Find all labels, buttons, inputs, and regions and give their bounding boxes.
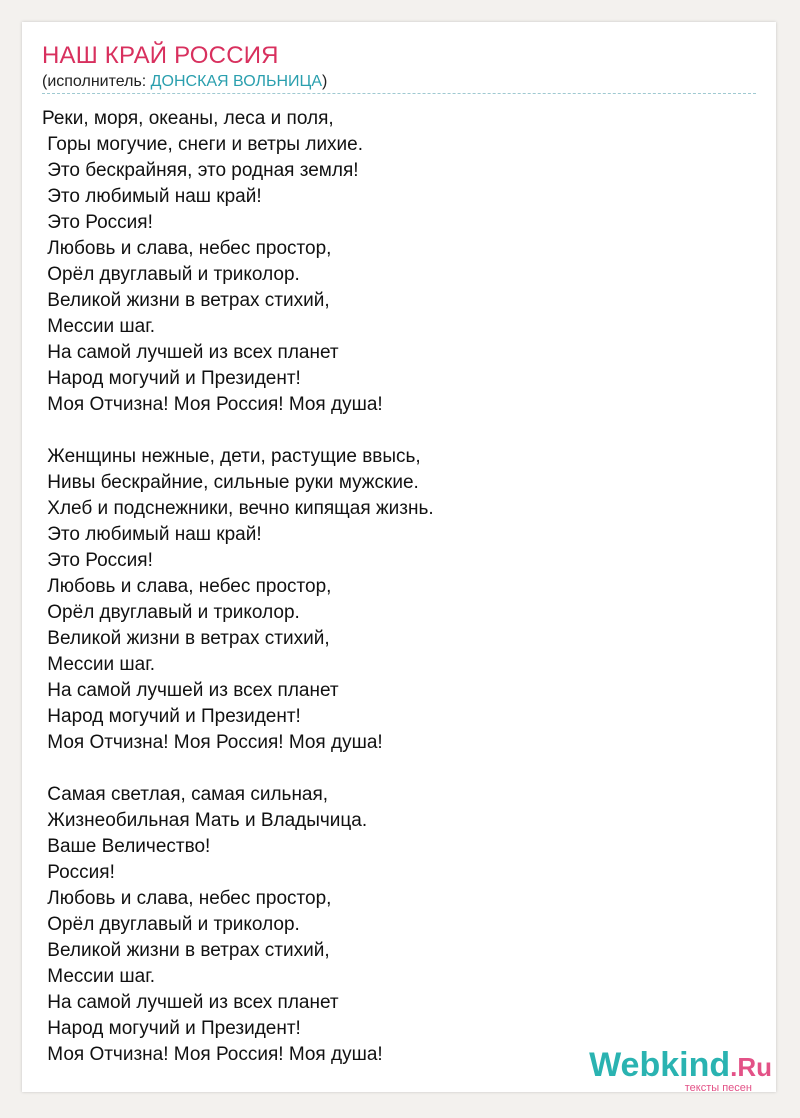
lyric-line: Великой жизни в ветрах стихий, <box>42 628 330 649</box>
lyric-line: Моя Отчизна! Моя Россия! Моя душа! <box>42 732 383 753</box>
lyrics-body <box>42 106 742 1068</box>
logo-brand-main: Webkind <box>589 1046 731 1084</box>
lyric-line: Горы могучие, снеги и ветры лихие. <box>42 134 364 155</box>
lyric-line: Это Россия! <box>42 212 153 233</box>
lyric-line: Это Россия! <box>42 550 153 571</box>
lyric-line: Мессии шаг. <box>42 966 156 987</box>
lyric-line: Народ могучий и Президент! <box>42 368 301 389</box>
lyric-line: Орёл двуглавый и триколор. <box>42 914 300 935</box>
performer-prefix: (исполнитель: <box>42 73 151 90</box>
stanza-break <box>42 418 742 444</box>
lyric-line: Жизнеобильная Мать и Владычица. <box>42 810 368 831</box>
lyric-line: На самой лучшей из всех планет <box>42 342 339 363</box>
lyric-line: Нивы бескрайние, сильные руки мужские. <box>42 472 419 493</box>
lyric-line: Это любимый наш край! <box>42 186 262 207</box>
song-title: НАШ КРАЙ РОССИЯ <box>42 42 279 69</box>
lyric-line: Великой жизни в ветрах стихий, <box>42 940 330 961</box>
lyric-line: Народ могучий и Президент! <box>42 706 301 727</box>
lyrics-sheet <box>22 22 776 1092</box>
lyric-line: Любовь и слава, небес простор, <box>42 238 332 259</box>
lyric-line: Орёл двуглавый и триколор. <box>42 264 300 285</box>
lyric-line: Женщины нежные, дети, растущие ввысь, <box>42 446 421 467</box>
performer-line <box>42 73 327 91</box>
lyric-line: Орёл двуглавый и триколор. <box>42 602 300 623</box>
header-divider <box>42 93 756 94</box>
lyric-line: Мессии шаг. <box>42 654 156 675</box>
logo-brand <box>589 1046 772 1085</box>
webkind-logo[interactable] <box>582 1046 772 1094</box>
logo-tagline: тексты песен <box>684 1082 752 1094</box>
lyric-line: Моя Отчизна! Моя Россия! Моя душа! <box>42 1044 383 1065</box>
lyric-line: Ваше Величество! <box>42 836 211 857</box>
lyric-line: Россия! <box>42 862 115 883</box>
lyric-line: Мессии шаг. <box>42 316 156 337</box>
logo-brand-tld: .Ru <box>730 1052 772 1082</box>
lyric-line: Моя Отчизна! Моя Россия! Моя душа! <box>42 394 383 415</box>
lyric-line: Народ могучий и Президент! <box>42 1018 301 1039</box>
stanza-break <box>42 756 742 782</box>
lyric-line: Реки, моря, океаны, леса и поля, <box>42 108 334 129</box>
lyric-line: Хлеб и подснежники, вечно кипящая жизнь. <box>42 498 434 519</box>
lyric-line: Любовь и слава, небес простор, <box>42 888 332 909</box>
lyric-line: На самой лучшей из всех планет <box>42 992 339 1013</box>
lyric-line: Великой жизни в ветрах стихий, <box>42 290 330 311</box>
lyric-line: Любовь и слава, небес простор, <box>42 576 332 597</box>
lyric-line: Это бескрайняя, это родная земля! <box>42 160 359 181</box>
performer-link[interactable]: ДОНСКАЯ ВОЛЬНИЦА <box>150 73 323 90</box>
lyric-line: На самой лучшей из всех планет <box>42 680 339 701</box>
lyric-line: Самая светлая, самая сильная, <box>42 784 329 805</box>
lyric-line: Это любимый наш край! <box>42 524 262 545</box>
performer-suffix: ) <box>322 73 328 90</box>
